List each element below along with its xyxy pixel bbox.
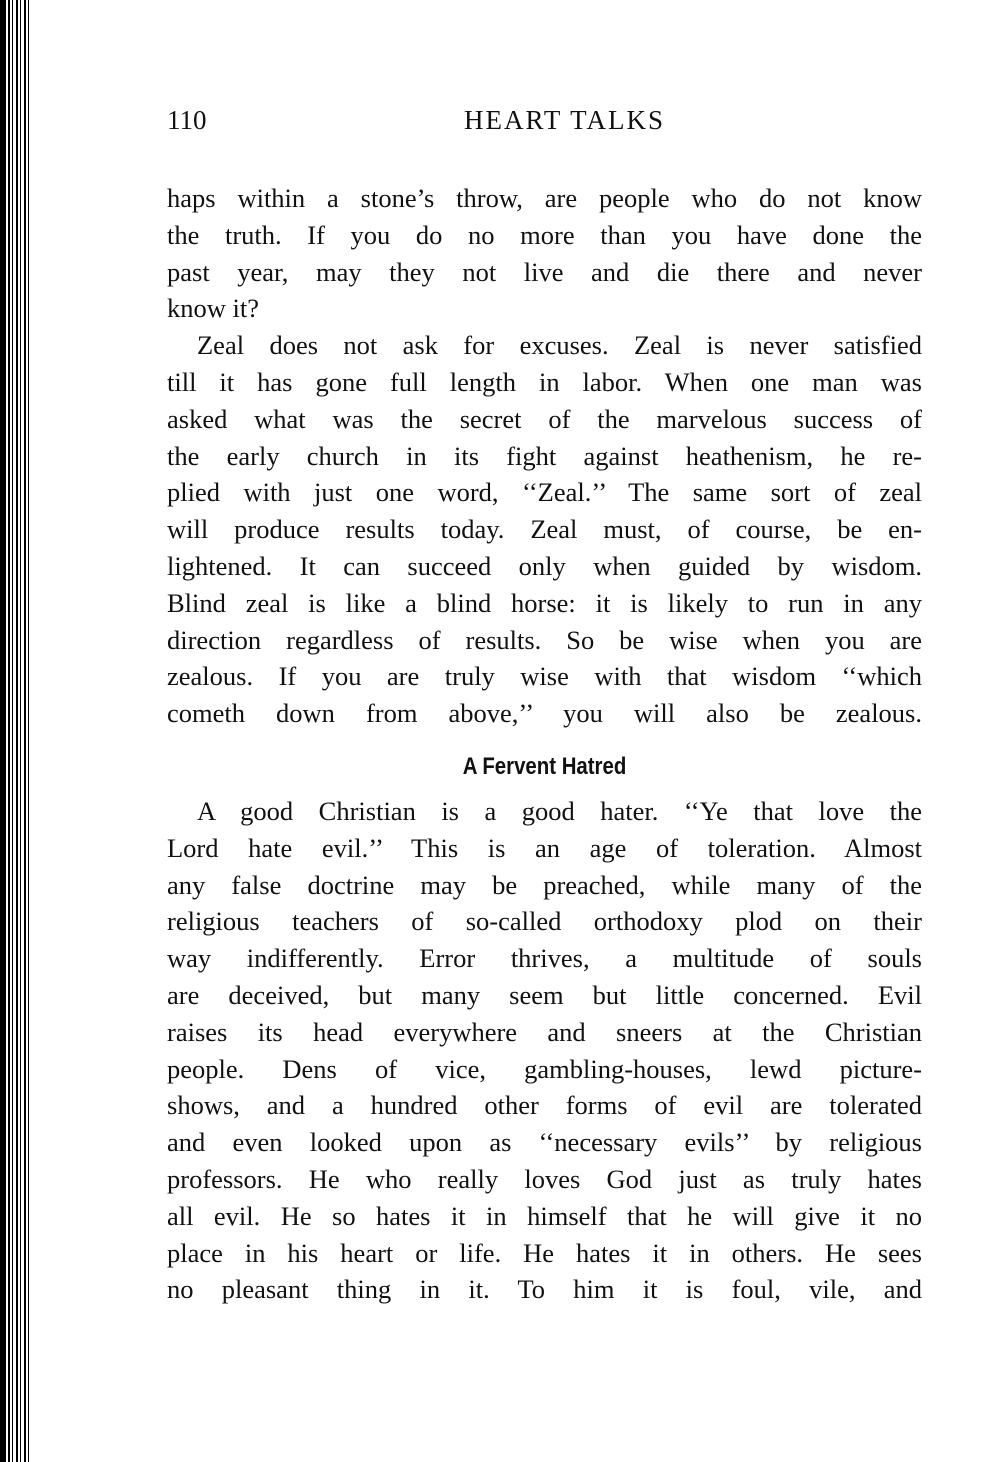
text-line: plied with just one word, ‘‘Zeal.’’ The same sort of zeal <box>167 477 922 508</box>
text-line: and even looked upon as ‘‘necessary evils’’ by religious <box>167 1127 922 1158</box>
text-line: place in his heart or life. He hates it in others. He sees <box>167 1237 922 1268</box>
text-line: professors. He who really loves God just as truly hates <box>167 1163 922 1194</box>
page-header <box>167 105 922 141</box>
text-line: asked what was the secret of the marvelous success of <box>167 403 922 434</box>
text-line: till it has gone full length in labor. When one man was <box>167 366 922 397</box>
text-line: religious teachers of so-called orthodoxy plod on their <box>167 906 922 937</box>
text-line: direction regardless of results. So be wise when you are <box>167 624 922 655</box>
page-body <box>167 180 922 1308</box>
text-line: A good Christian is a good hater. ‘‘Ye that love the <box>197 795 922 826</box>
running-title: HEART TALKS <box>464 105 665 135</box>
text-line: cometh down from above,’’ you will also be zealous. <box>167 698 922 729</box>
text-line: the truth. If you do no more than you have done the <box>167 219 922 250</box>
text-line: way indifferently. Error thrives, a multitude of souls <box>167 943 922 974</box>
text-line: all evil. He so hates it in himself that he will give it no <box>167 1200 922 1231</box>
text-line: shows, and a hundred other forms of evil are tolerated <box>167 1090 922 1121</box>
text-line: people. Dens of vice, gambling-houses, lewd picture- <box>167 1053 922 1084</box>
text-line: past year, may they not live and die there and never <box>167 256 922 287</box>
text-line: raises its head everywhere and sneers at the Christian <box>167 1016 922 1047</box>
text-line: no pleasant thing in it. To him it is foul, vile, and <box>167 1274 922 1305</box>
text-line: Lord hate evil.’’ This is an age of toleration. Almost <box>167 832 922 863</box>
text-line: Zeal does not ask for excuses. Zeal is never satisfied <box>197 330 922 361</box>
text-line: are deceived, but many seem but little concerned. Evil <box>167 979 922 1010</box>
text-line: will produce results today. Zeal must, of course, be en- <box>167 514 922 545</box>
book-binding-edge <box>0 0 30 1462</box>
text-line: know it? <box>167 293 259 324</box>
section-heading: A Fervent Hatred <box>462 752 627 780</box>
text-line: haps within a stone’s throw, are people who do not know <box>167 183 922 213</box>
text-line: zealous. If you are truly wise with that wisdom ‘‘which <box>167 661 922 692</box>
text-line: the early church in its fight against heathenism, he re- <box>167 440 922 471</box>
text-line: lightened. It can succeed only when guided by wisdom. <box>167 550 922 581</box>
text-line: any false doctrine may be preached, while many of the <box>167 869 922 900</box>
page-number: 110 <box>167 105 207 135</box>
text-line: Blind zeal is like a blind horse: it is likely to run in any <box>167 587 922 618</box>
